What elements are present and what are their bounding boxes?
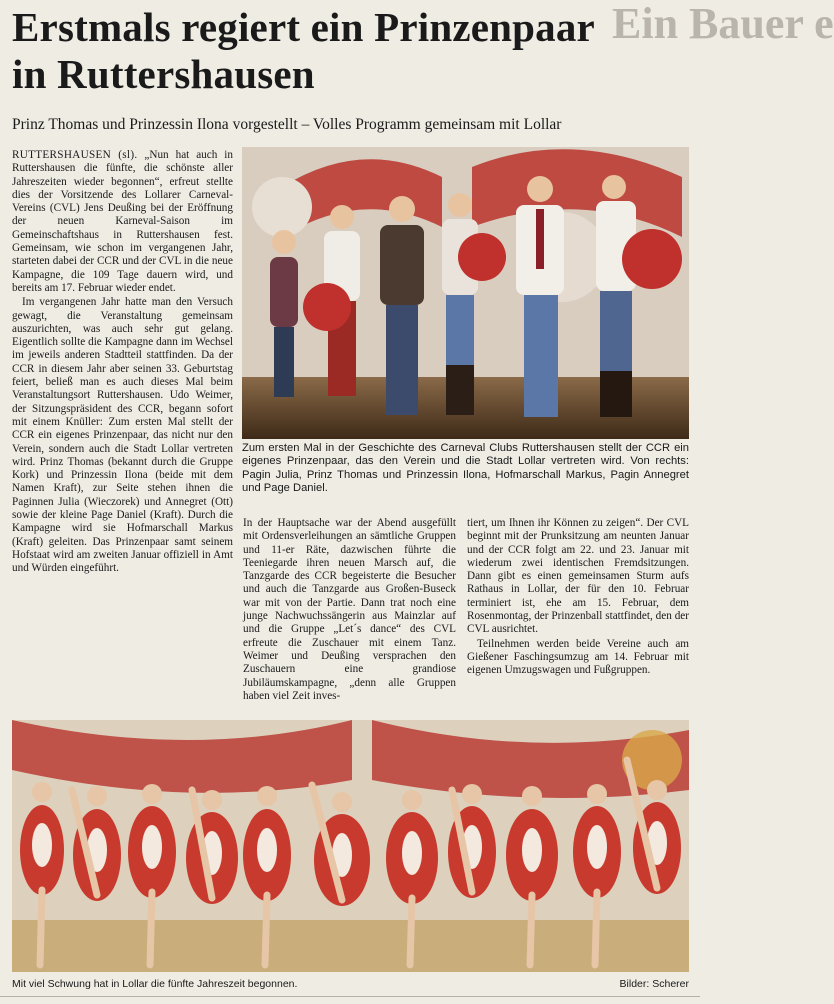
dateline: RUTTERSHAUSEN (sl). <box>12 149 138 161</box>
headline: Erstmals regiert ein Prinzenpaar in Ruttershausen <box>12 4 595 97</box>
prince-couple-photo-drawing <box>242 147 689 439</box>
dance-group-photo-drawing <box>12 720 689 972</box>
page-divider <box>0 996 700 997</box>
article-paragraph-4: tiert, um Ihnen ihr Können zu zeigen“. Der CVL beginnt mit der Prunksitzung am neunten Januar und der CCR folgt am 22. und 23. Januar mit wiederum zwei identischen Fremdsitzungen. Dann gibt es einen gemeinsamen Sturm aufs Rathaus in Lollar, der für den 10. Februar terminiert ist, ehe am 15. Februar, dem Rosenmontag, der Prinzenball stattfindet, den der CVL ausrichtet. <box>467 517 689 636</box>
article-paragraph-3: In der Hauptsache war der Abend ausgefüllt mit Ordensverleihungen an sämtliche Gruppen und 11-er Räte, dazwischen führte die Teeniegarde ihren neuen Marsch auf, die Tanzgarde des CCR begeisterte die Besucher und auch die Tanzgarde aus Großen-Buseck war mit von der Partie. Dann trat noch eine junge Nachwuchssängerin aus Mainzlar auf und die Gruppe „Let´s dance“ des CVL erfreute die Zuschauer mit einem Tanz. Weimer und Deußing versprachen den Zuschauern eine grandiose Jubiläumskampagne, „denn alle Gruppen haben viel Zeit inves- <box>243 517 456 702</box>
photo2-caption: Mit viel Schwung hat in Lollar die fünfte Jahreszeit begonnen. <box>12 978 298 990</box>
article-paragraph-5: Teilnehmen werden beide Vereine auch am Gießener Faschingsumzug am 14. Februar mit eigenen Umzugswagen und Fußgruppen. <box>467 637 689 677</box>
article-column-3 <box>467 517 689 737</box>
prince-couple-photo <box>242 147 689 439</box>
adjacent-article-headline: Ein Bauer e <box>612 0 834 48</box>
dance-group-photo <box>12 720 689 972</box>
article-paragraph-2: Im vergangenen Jahr hatte man den Versuch gewagt, die Veranstaltung gemeinsam auszurichten, was auch sehr gut gelang. Eigentlich sollte die Kampagne dann im Wechsel im jeweils anderen Stadtteil stattfinden. Da der CCR in diesem Jahr aber seinen 33. Geburtstag feiert, beließ man es auch dieses Mal beim Veranstaltungsort Ruttershausen. Udo Weimer, der Sitzungspräsident des CCR, begann sofort mit einem Knüller: Zum ersten Mal stellt der CCR ein eigenes Prinzenpaar, das nicht nur den Verein, sondern auch die Stadt Lollar vertreten wird. Prinz Thomas (bekannt durch die Gruppe Kork) und Prinzessin Ilona (beide mit dem Namen Kraft), zur Seite stehen ihnen die Paginnen Julia (Wieczorek) und Annegret (Ott) sowie der kleine Page Daniel (Kraft). Durch die Kampagne wird sie Hofmarschall Markus (Kraft) geleiten. Das Prinzenpaar samt seinem Hofstaat wird am zweiten Januar offiziell in Amt und Würden eingeführt. <box>12 296 233 575</box>
photo-credit: Bilder: Scherer <box>619 978 689 990</box>
article-column-2 <box>243 517 456 737</box>
subheadline: Prinz Thomas und Prinzessin Ilona vorgestellt – Volles Programm gemeinsam mit Lollar <box>12 116 562 133</box>
photo1-caption: Zum ersten Mal in der Geschichte des Carneval Clubs Ruttershausen stellt der CCR ein eigenes Prinzenpaar, das den Verein und die Stadt Lollar vertreten wird. Von rechts: Pagin Julia, Prinz Thomas und Prinzessin Ilona, Hofmarschall Markus, Pagin Annegret und Page Daniel. <box>242 442 689 495</box>
article-column-1 <box>12 149 233 739</box>
article-paragraph-1: „Nun hat auch in Ruttershausen die fünfte, die schönste aller Jahreszeiten wieder begonnen“, erfreut stellte dies der Vorsitzende des Lollarer Carneval-Vereins (CVL) Jens Deußing bei der Eröffnung der neuen Karneval-Saison im Gemeinschaftshaus in Ruttershausen fest. Gemeinsam, wie schon im vergangenen Jahr, starteten dabei der CCR und der CVL in die neue Kampagne, die 109 Tage dauern wird, und bereits am 17. Februar wieder endet. <box>12 149 233 294</box>
photo2-caption-row <box>12 978 689 991</box>
